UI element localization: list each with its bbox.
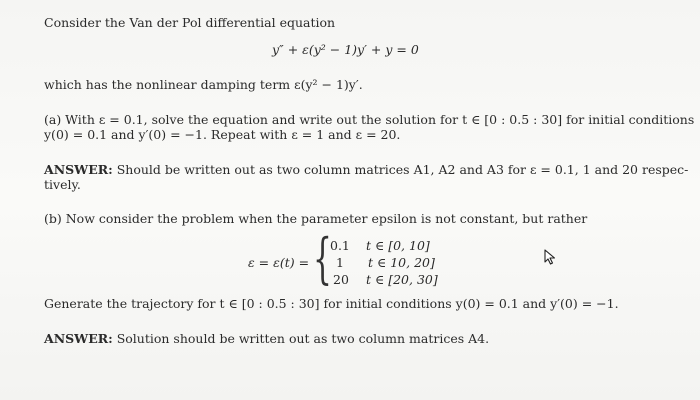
intro-text: Consider the Van der Pol differential equation [44, 15, 336, 30]
case-1-value: 0.1 [330, 238, 350, 253]
damping-term-text: which has the nonlinear damping term ε(y² − 1)y′. [44, 77, 363, 92]
case-3-domain: t ∈ [20, 30] [366, 272, 438, 287]
answer-1-line-2: tively. [44, 177, 81, 192]
part-a-line-2: y(0) = 0.1 and y′(0) = −1. Repeat with ε = 1 and ε = 20. [44, 127, 401, 142]
answer-2-label: ANSWER: [44, 331, 113, 346]
trajectory-text: Generate the trajectory for t ∈ [0 : 0.5 : 30] for initial conditions y(0) = 0.1 and y′(0) = −1. [44, 296, 619, 311]
case-3-value: 20 [333, 272, 349, 287]
answer-2-line [44, 331, 489, 346]
epsilon-definition: ε = ε(t) = [248, 255, 310, 270]
case-1-domain: t ∈ [0, 10] [366, 238, 430, 253]
van-der-pol-equation: y″ + ε(y² − 1)y′ + y = 0 [272, 42, 419, 57]
answer-2-text: Solution should be written out as two column matrices A4. [116, 331, 490, 346]
left-brace: { [313, 227, 332, 290]
mouse-pointer-icon [543, 249, 557, 269]
case-2-domain: t ∈ 10, 20] [368, 255, 435, 270]
part-a-line-1: (a) With ε = 0.1, solve the equation and write out the solution for t ∈ [0 : 0.5 : 30] for initial conditions [44, 112, 695, 127]
answer-1-label: ANSWER: [44, 162, 113, 177]
answer-1-line-1 [44, 162, 688, 177]
answer-1-text: Should be written out as two column matrices A1, A2 and A3 for ε = 0.1, 1 and 20 respec- [116, 162, 689, 177]
case-2-value: 1 [336, 255, 344, 270]
part-b-line-1: (b) Now consider the problem when the parameter epsilon is not constant, but rather [44, 211, 588, 226]
